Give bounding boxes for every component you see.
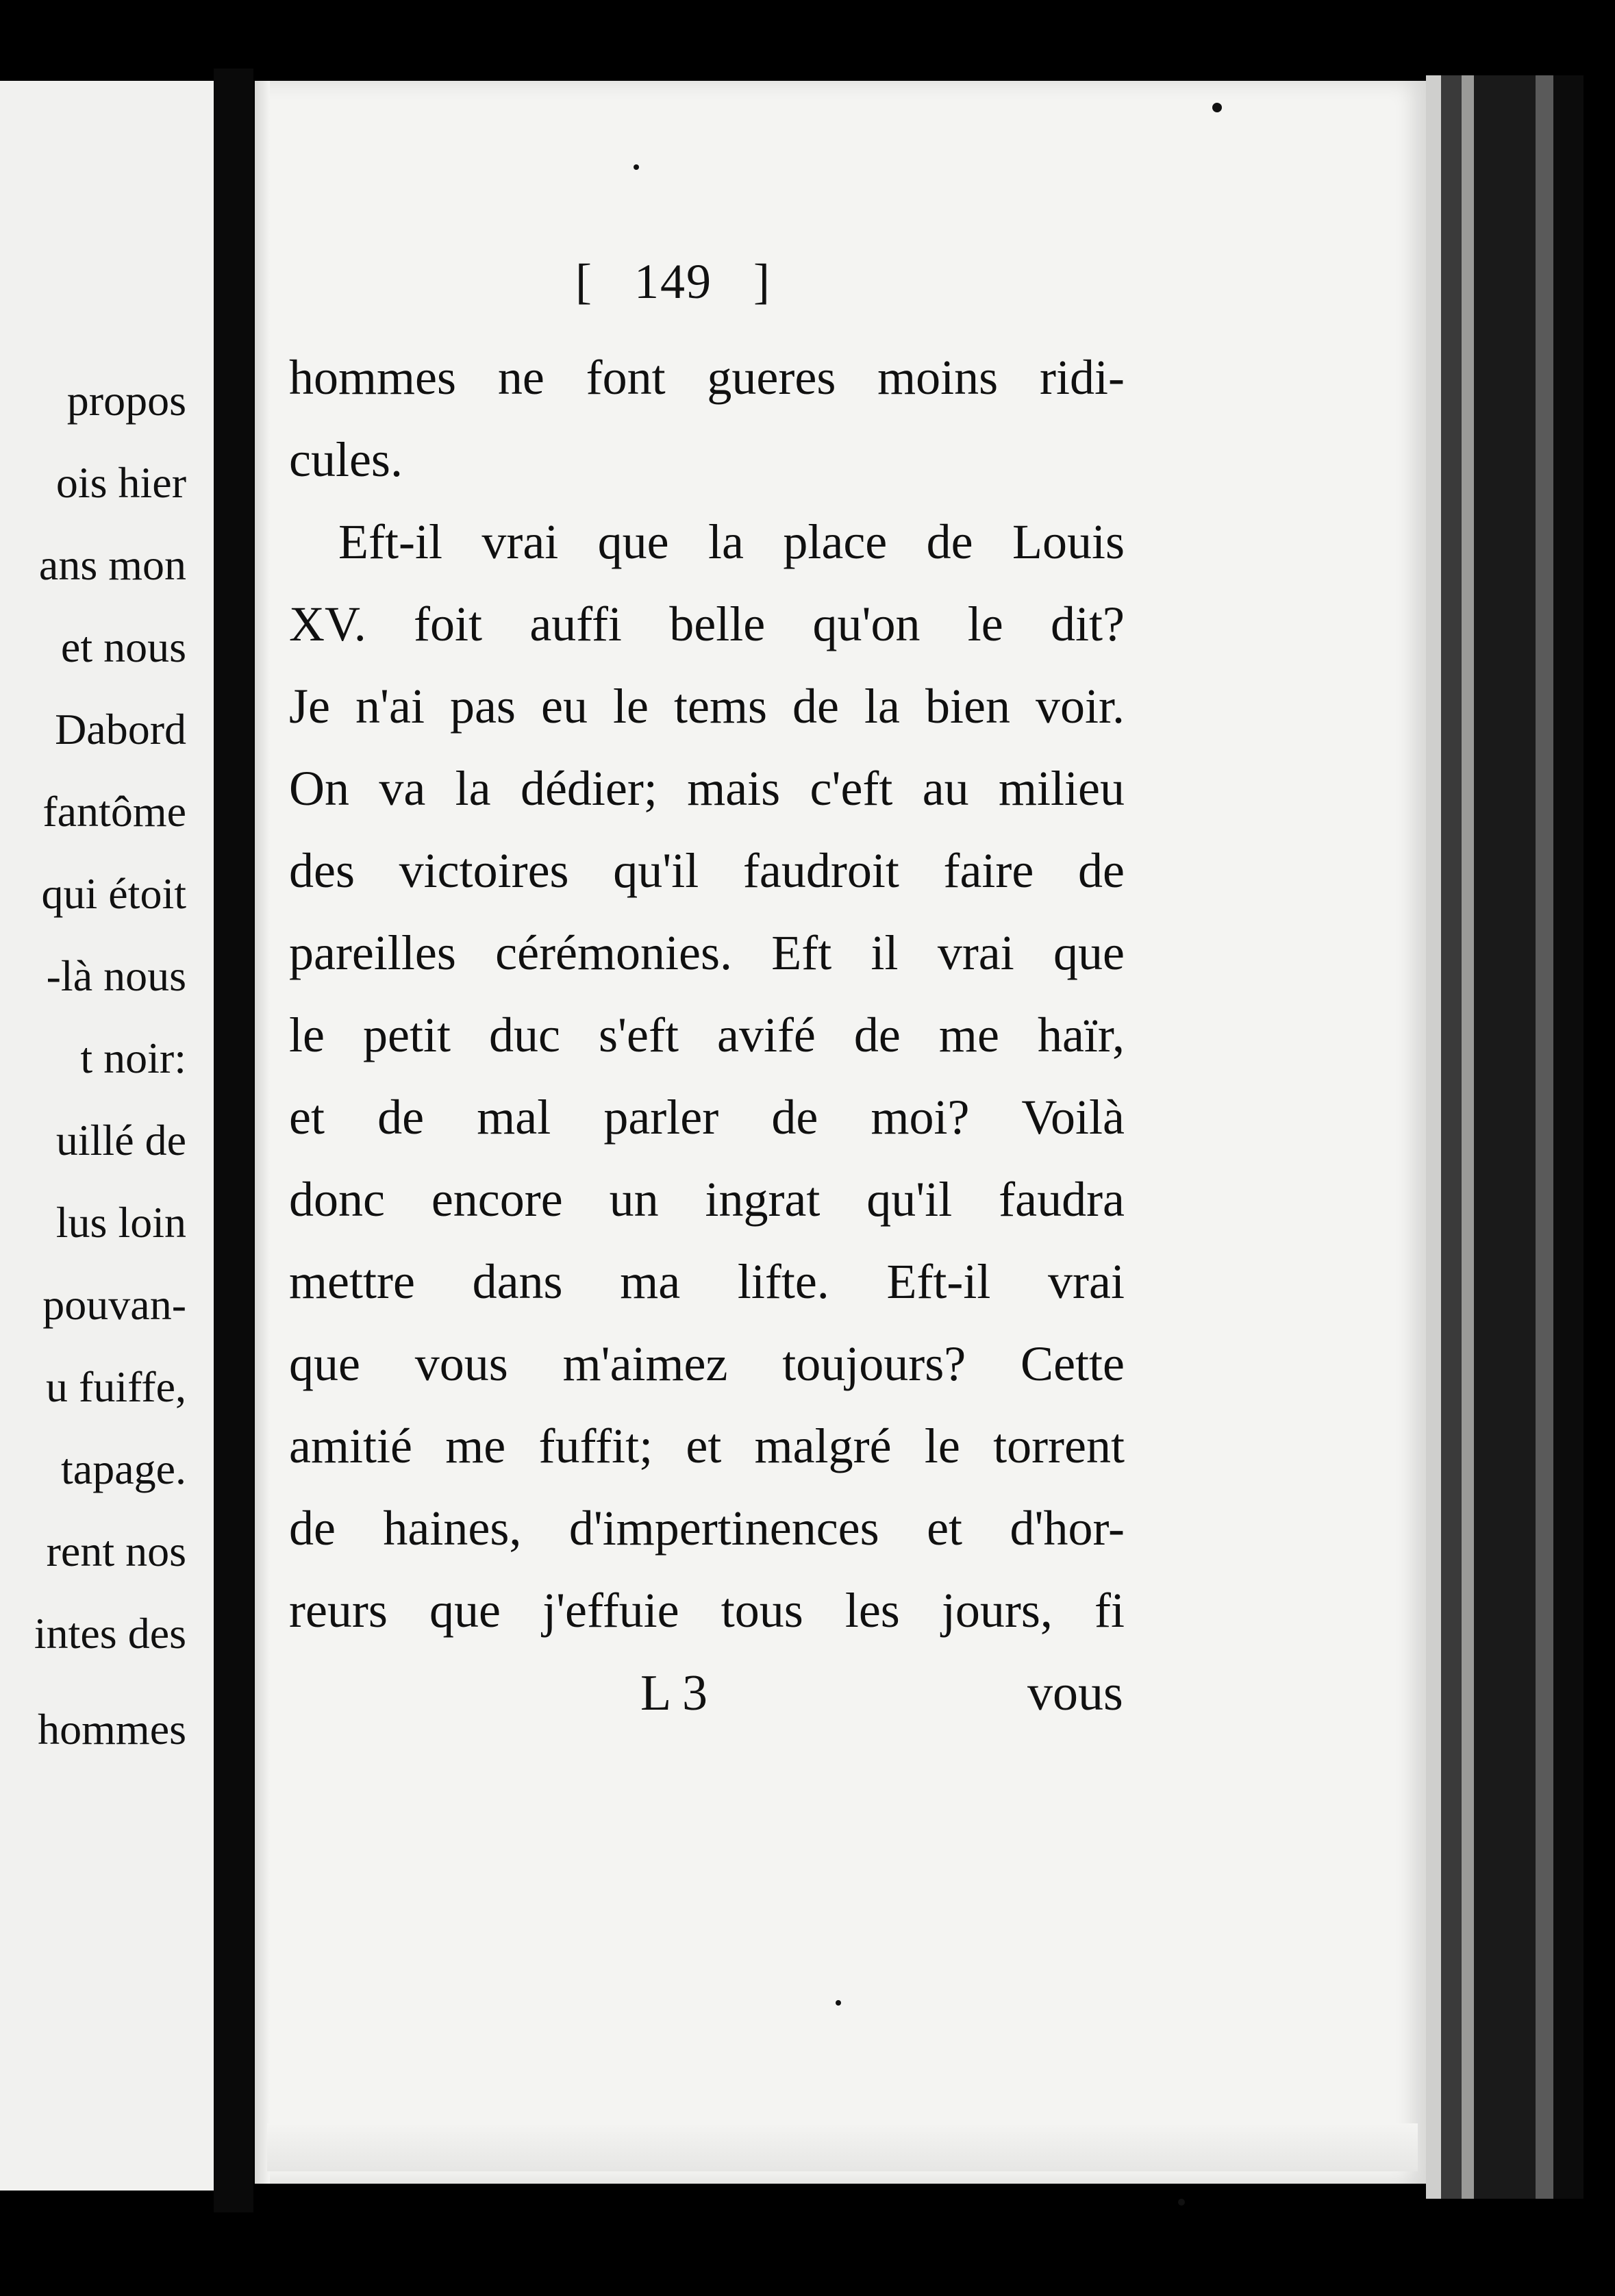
previous-page-line: ans mon — [38, 540, 186, 589]
text-line: des victoires qu'il faudroit faire de — [289, 843, 1125, 898]
previous-page-line: pouvan- — [42, 1280, 186, 1329]
signature-mark: L 3 — [640, 1665, 708, 1721]
text-line: pareilles cérémonies. Eft il vrai que — [289, 925, 1125, 980]
page-edge-strip — [1441, 75, 1462, 2199]
page-edge-strip — [1474, 75, 1536, 2199]
previous-page-line: Dabord — [55, 705, 186, 753]
previous-page-line: hommes — [38, 1705, 186, 1754]
page-number-header: [ 149 ] — [575, 254, 771, 309]
text-line: hommes ne font gueres moins ridi- — [289, 350, 1125, 405]
catchword: vous — [1027, 1665, 1123, 1721]
page-edge-strip — [1426, 75, 1441, 2199]
previous-page-line: uillé de — [55, 1116, 186, 1164]
page-edge-strip — [1462, 75, 1474, 2199]
text-line: Je n'ai pas eu le tems de la bien voir. — [289, 679, 1125, 734]
previous-page-line: fantôme — [42, 787, 186, 836]
text-line: mettre dans ma lifte. Eft-il vrai — [289, 1254, 1125, 1309]
previous-page-line: -là nous — [46, 951, 186, 1000]
text-line: amitié me fuffit; et malgré le torrent — [289, 1419, 1125, 1473]
previous-page-line: qui étoit — [41, 869, 186, 918]
text-line: que vous m'aimez toujours? Cette — [289, 1336, 1125, 1391]
page-bottom-shade — [267, 2123, 1418, 2171]
paper-speck — [836, 2000, 841, 2006]
page-inner-edge — [255, 81, 270, 2184]
previous-page-line: ois hier — [55, 458, 186, 507]
text-line: et de mal parler de moi? Voilà — [289, 1090, 1125, 1145]
page-edge-strip — [1553, 75, 1583, 2199]
previous-page-line: lus loin — [55, 1198, 186, 1247]
paper-speck — [1178, 2199, 1185, 2206]
previous-page-line: et nous — [60, 623, 186, 671]
text-line: de haines, d'impertinences et d'hor- — [289, 1501, 1125, 1556]
text-line: le petit duc s'eft avifé de me haïr, — [289, 1008, 1125, 1062]
text-line: XV. foit auffi belle qu'on le dit? — [289, 597, 1125, 651]
text-line: Eft-il vrai que la place de Louis — [338, 514, 1125, 569]
previous-page-line: propos — [66, 376, 186, 425]
text-line: donc encore un ingrat qu'il faudra — [289, 1172, 1125, 1227]
previous-page-line: t noir: — [80, 1034, 186, 1082]
page-stack-edges — [1426, 75, 1583, 2199]
previous-page-line: u fuiffe, — [46, 1362, 186, 1411]
previous-page-line: intes des — [34, 1609, 186, 1658]
text-line: reurs que j'effuie tous les jours, fi — [289, 1583, 1125, 1638]
paper-speck — [634, 164, 639, 170]
paper-speck — [1212, 103, 1222, 112]
page-edge-strip — [1536, 75, 1553, 2199]
text-line: cules. — [289, 432, 403, 487]
previous-page-line: tapage. — [61, 1445, 186, 1493]
book-gutter — [214, 68, 253, 2212]
previous-page-line: rent nos — [46, 1527, 186, 1575]
previous-page-fragment — [0, 81, 214, 2191]
text-line: On va la dédier; mais c'eft au milieu — [289, 761, 1125, 816]
